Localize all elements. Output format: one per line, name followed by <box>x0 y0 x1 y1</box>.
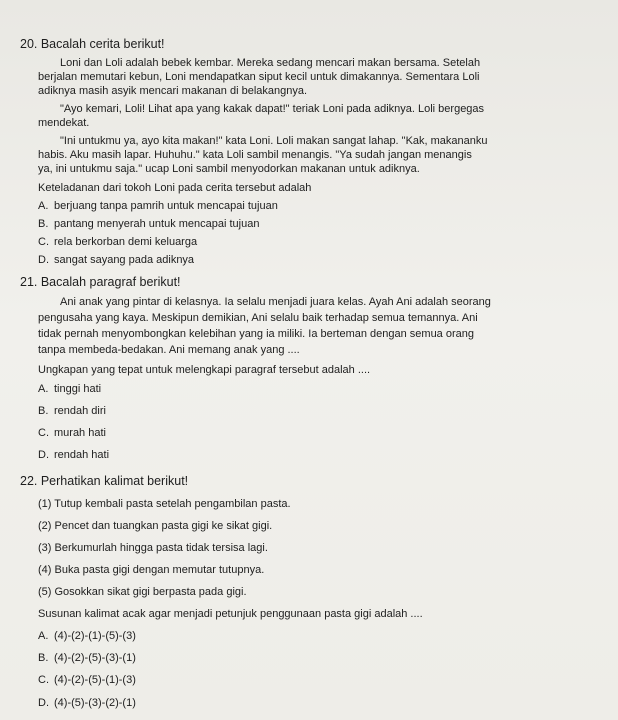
option-letter: D. <box>38 697 49 709</box>
q22-sentence-1: (1) Tutup kembali pasta setelah pengambilan pasta. <box>38 498 291 510</box>
q20-option-d[interactable] <box>38 254 194 267</box>
q22-option-c[interactable] <box>38 674 136 687</box>
option-text: berjuang tanpa pamrih untuk mencapai tujuan <box>54 200 278 212</box>
q22-sentence-4: (4) Buka pasta gigi dengan memutar tutupnya. <box>38 564 265 576</box>
option-text: (4)-(2)-(5)-(3)-(1) <box>54 652 136 664</box>
q22-sentence-3: (3) Berkumurlah hingga pasta tidak tersisa lagi. <box>38 542 268 554</box>
q20-story-line-3: adiknya masih asyik mencari makanan di belakangnya. <box>38 85 308 97</box>
q22-option-a[interactable] <box>38 630 136 643</box>
option-text: pantang menyerah untuk mencapai tujuan <box>54 218 260 230</box>
option-text: (4)-(2)-(5)-(1)-(3) <box>54 674 136 686</box>
option-letter: B. <box>38 405 49 417</box>
q21-paragraph-line-1: Ani anak yang pintar di kelasnya. Ia selalu menjadi juara kelas. Ayah Ani adalah seorang <box>60 296 491 308</box>
q22-sentence-2: (2) Pencet dan tuangkan pasta gigi ke sikat gigi. <box>38 520 273 532</box>
q21-paragraph-line-4: tanpa membeda-bedakan. Ani memang anak yang .... <box>38 344 300 356</box>
q21-heading: 21. Bacalah paragraf berikut! <box>20 275 181 289</box>
q21-question: Ungkapan yang tepat untuk melengkapi paragraf tersebut adalah .... <box>38 364 371 376</box>
q22-option-b[interactable] <box>38 652 136 665</box>
q21-paragraph-line-2: pengusaha yang kaya. Meskipun demikian, Ani selalu baik terhadap semua temannya. Ani <box>38 312 478 324</box>
option-text: sangat sayang pada adiknya <box>54 254 195 266</box>
q21-option-a[interactable] <box>38 383 101 396</box>
q21-option-d[interactable] <box>38 449 109 462</box>
q20-option-c[interactable] <box>38 236 197 249</box>
q22-question: Susunan kalimat acak agar menjadi petunjuk penggunaan pasta gigi adalah .... <box>38 608 423 620</box>
option-letter: B. <box>38 218 49 230</box>
q20-heading: 20. Bacalah cerita berikut! <box>20 37 165 51</box>
q20-story-line-7: habis. Aku masih lapar. Huhuhu." kata Loli sambil menangis. "Ya sudah jangan menangis <box>38 149 472 161</box>
option-text: murah hati <box>54 427 106 439</box>
option-letter: A. <box>38 200 49 212</box>
q22-option-d[interactable] <box>38 697 136 710</box>
q21-paragraph-line-3: tidak pernah menyombongkan kelebihan yang ia miliki. Ia berteman dengan semua orang <box>38 328 474 340</box>
q20-option-b[interactable] <box>38 218 259 231</box>
q21-option-c[interactable] <box>38 427 106 440</box>
option-letter: B. <box>38 652 49 664</box>
option-letter: C. <box>38 674 49 686</box>
q20-story-line-6: "Ini untukmu ya, ayo kita makan!" kata Loni. Loli makan sangat lahap. "Kak, makananku <box>60 135 488 147</box>
q20-story-line-1: Loni dan Loli adalah bebek kembar. Mereka sedang mencari makan bersama. Setelah <box>60 57 481 69</box>
option-text: rela berkorban demi keluarga <box>54 236 198 248</box>
option-text: rendah hati <box>54 449 110 461</box>
option-text: tinggi hati <box>54 383 102 395</box>
option-letter: D. <box>38 449 49 461</box>
option-text: (4)-(2)-(1)-(5)-(3) <box>54 630 136 642</box>
option-text: (4)-(5)-(3)-(2)-(1) <box>54 697 136 709</box>
q22-heading: 22. Perhatikan kalimat berikut! <box>20 474 189 488</box>
option-letter: C. <box>38 236 49 248</box>
q22-sentence-5: (5) Gosokkan sikat gigi berpasta pada gigi. <box>38 586 247 598</box>
q20-story-line-4: "Ayo kemari, Loli! Lihat apa yang kakak dapat!" teriak Loni pada adiknya. Loli bergegas <box>60 103 485 115</box>
q20-story-line-8: ya, ini untukmu saja." ucap Loni sambil menyodorkan makanan untuk adiknya. <box>38 163 420 175</box>
option-text: rendah diri <box>54 405 106 417</box>
q21-option-b[interactable] <box>38 405 106 418</box>
q20-story-line-5: mendekat. <box>38 117 90 129</box>
q20-question: Keteladanan dari tokoh Loni pada cerita tersebut adalah <box>38 182 312 194</box>
option-letter: A. <box>38 630 49 642</box>
option-letter: D. <box>38 254 49 266</box>
q20-option-a[interactable] <box>38 200 278 213</box>
option-letter: C. <box>38 427 49 439</box>
q20-story-line-2: berjalan memutari kebun, Loni mendapatkan siput kecil untuk dimakannya. Sementara Loli <box>38 71 480 83</box>
option-letter: A. <box>38 383 49 395</box>
